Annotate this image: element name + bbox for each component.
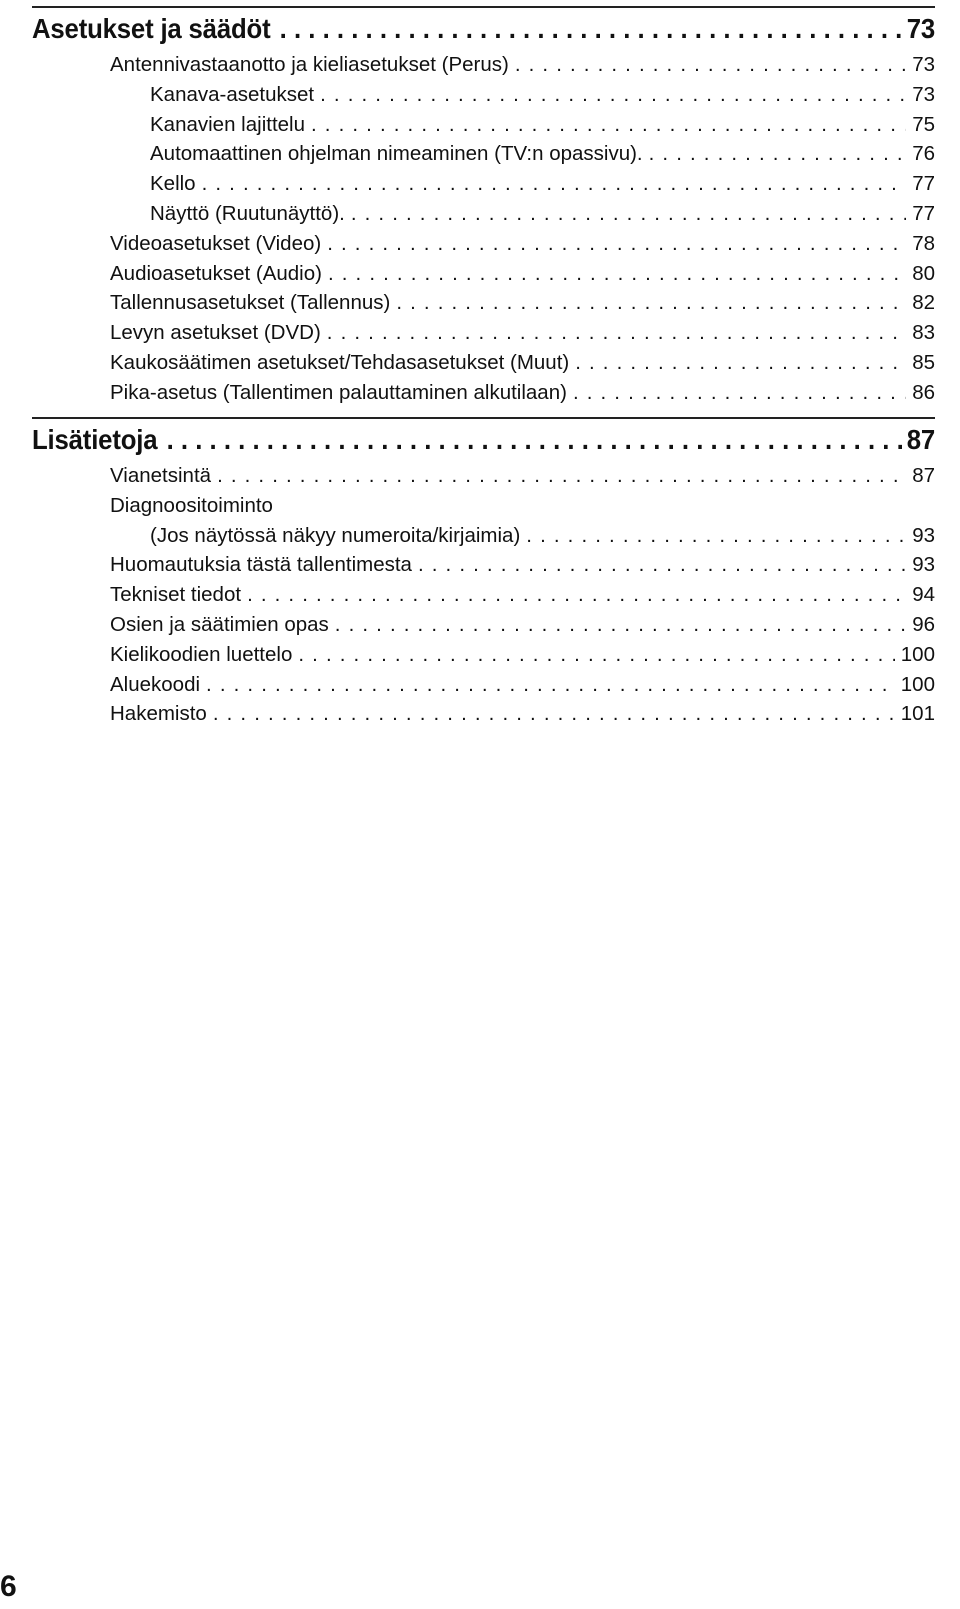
leader-dots [515,50,906,80]
toc-entry-page: 73 [912,82,935,106]
toc-entry[interactable] [32,378,935,408]
toc-entry-page: 87 [912,464,935,487]
leader-dots [396,288,906,318]
leader-dots [320,80,906,110]
toc-entry-label: Kanavien lajittelu [150,112,305,136]
toc-entry-page: 82 [912,291,935,315]
toc-entry-page: 93 [912,553,935,577]
toc-entry-label: Vianetsintä [110,464,212,487]
leader-dots [575,348,906,378]
toc-entry-label: Levyn asetukset (DVD) [110,321,321,345]
toc-entry-page: 100 [900,642,935,666]
leader-dots [327,229,906,259]
toc-entry[interactable] [32,169,935,199]
leader-dots [526,521,906,551]
toc-entry-page: 100 [900,672,935,696]
toc-entry[interactable] [32,110,935,140]
toc-section-additional-info [32,417,935,729]
toc-entry-list [32,50,935,408]
toc-entry-label: Aluekoodi [110,672,201,696]
toc-entry-label: Kielikoodien luettelo [110,642,293,666]
toc-entry-page: 86 [912,380,935,404]
toc-entry[interactable] [32,259,935,289]
toc-entry-label: Antennivastaanotto ja kieliasetukset (Perus) [110,53,509,76]
toc-entry[interactable] [32,199,935,229]
toc-entry[interactable] [32,491,935,521]
toc-entry[interactable] [32,229,935,259]
leader-dots [167,419,903,461]
leader-dots [206,670,895,700]
page-number: 6 [0,1570,17,1603]
leader-dots [649,139,907,169]
leader-dots [298,640,894,670]
toc-entry-page: 96 [912,612,935,636]
toc-entry-label: Näyttö (Ruutunäyttö). [150,201,345,225]
toc-entry-page: 85 [912,350,935,374]
toc-entry-label: Tallennusasetukset (Tallennus) [110,291,391,315]
toc-entry[interactable] [32,550,935,580]
section-title: Lisätietoja [32,424,158,455]
leader-dots [351,199,906,229]
leader-dots [418,550,906,580]
toc-entry-label: Automaattinen ohjelman nimeaminen (TV:n opassivu). [150,142,643,166]
toc-entry[interactable] [32,139,935,169]
toc-entry-page: 75 [912,112,935,136]
leader-dots [247,580,906,610]
toc-entry-label: Huomautuksia tästä tallentimesta [110,553,412,577]
toc-entry[interactable] [32,348,935,378]
toc-entry-label: Kanava-asetukset [150,82,315,106]
toc-entry-page: 83 [912,321,935,345]
toc-entry-label: Pika-asetus (Tallentimen palauttaminen alkutilaan) [110,380,567,404]
toc-entry-label: Diagnoositoiminto [110,493,273,517]
toc-entry-label: Videoasetukset (Video) [110,231,322,255]
toc-entry-label: (Jos näytössä näkyy numeroita/kirjaimia) [150,523,521,547]
section-heading[interactable] [32,8,935,50]
toc-entry[interactable] [32,670,935,700]
leader-dots [280,8,903,50]
leader-dots [202,169,907,199]
toc-entry[interactable] [32,580,935,610]
toc-entry-label: Kello [150,172,196,196]
toc-entry-label: Osien ja säätimien opas [110,612,329,636]
toc-entry[interactable] [32,50,935,80]
toc-entry-label: Hakemisto [110,702,207,726]
toc-entry-page: 76 [912,142,935,166]
toc-entry[interactable] [32,80,935,110]
leader-dots [327,318,906,348]
toc-entry-page: 80 [912,261,935,285]
toc-entry[interactable] [32,461,935,491]
toc-entry[interactable] [32,521,935,551]
toc-entry-label: Audioasetukset (Audio) [110,261,322,285]
toc-entry-page: 73 [912,53,935,76]
leader-dots [217,461,906,491]
toc-entry[interactable] [32,288,935,318]
toc-section-settings [32,6,935,408]
section-title: Asetukset ja säädöt [32,13,271,44]
section-page-number: 73 [906,13,935,44]
toc-entry-page: 101 [900,702,935,726]
toc-entry[interactable] [32,699,935,729]
leader-dots [335,610,906,640]
toc-entry-label: Tekniset tiedot [110,583,242,607]
toc-entry[interactable] [32,318,935,348]
toc-entry-list [32,461,935,729]
toc-entry-page: 77 [912,201,935,225]
toc-entry[interactable] [32,640,935,670]
toc-entry-label: Kaukosäätimen asetukset/Tehdasasetukset (Muut) [110,350,570,374]
section-page-number: 87 [906,424,935,455]
leader-dots [213,699,895,729]
toc-entry-page: 93 [912,523,935,547]
toc-entry-page: 78 [912,231,935,255]
leader-dots [311,110,906,140]
toc-entry-page: 77 [912,172,935,196]
leader-dots [573,378,906,408]
leader-dots [328,259,906,289]
section-heading[interactable] [32,419,935,461]
toc-entry[interactable] [32,610,935,640]
toc-entry-page: 94 [912,583,935,607]
